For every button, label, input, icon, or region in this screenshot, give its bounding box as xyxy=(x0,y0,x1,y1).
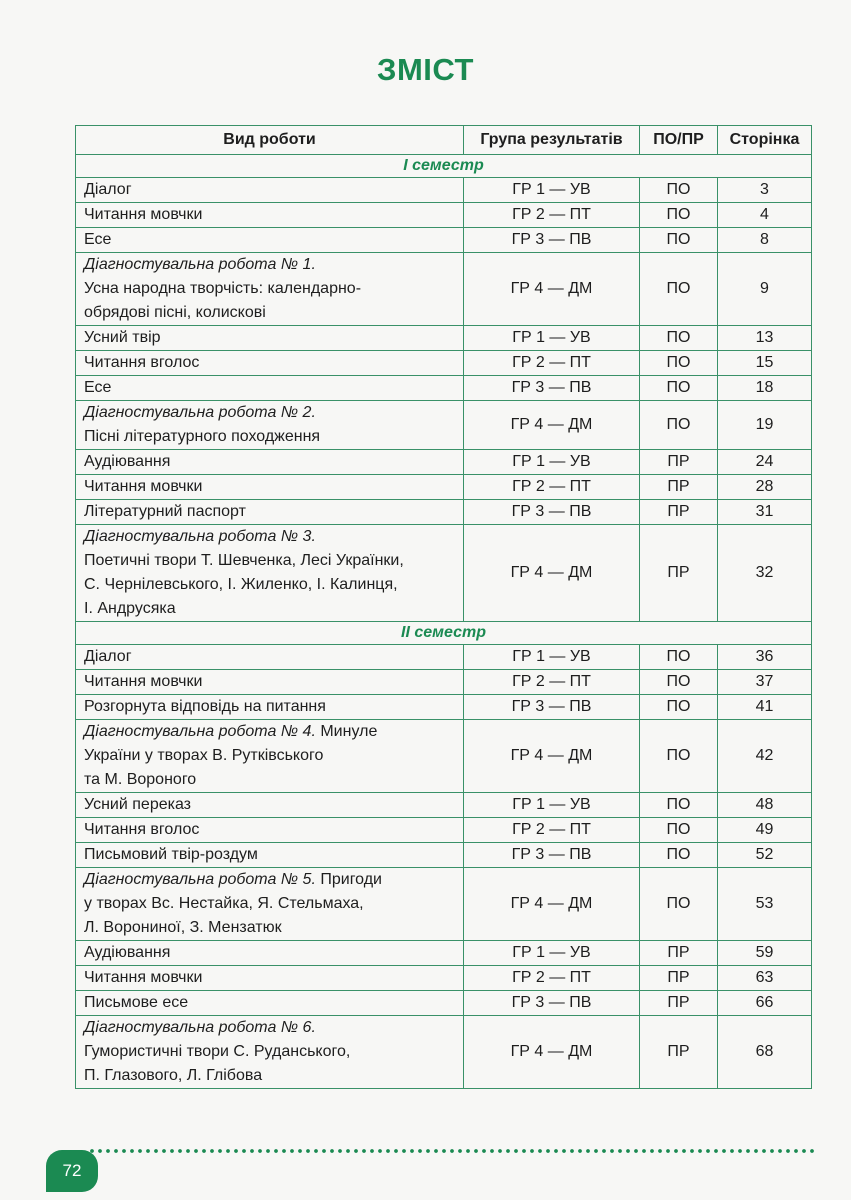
po-pr-cell: ПР xyxy=(640,450,718,475)
work-type-cell xyxy=(76,695,464,720)
work-line: С. Чернілевського, І. Жиленко, І. Калинця, xyxy=(84,576,398,593)
po-pr-cell: ПР xyxy=(640,1016,718,1089)
work-type-cell xyxy=(76,351,464,376)
work-line: Діалог xyxy=(84,648,132,665)
po-pr-cell: ПО xyxy=(640,178,718,203)
work-line: Усний переказ xyxy=(84,796,192,813)
work-line: Л. Ворониної, З. Мензатюк xyxy=(84,919,282,936)
work-line: та М. Вороного xyxy=(84,771,197,788)
table-row xyxy=(76,376,812,401)
work-type-cell xyxy=(76,203,464,228)
work-line: Читання вголос xyxy=(84,821,200,838)
result-group-cell: ГР 2 — ПТ xyxy=(464,818,640,843)
result-group-cell: ГР 2 — ПТ xyxy=(464,351,640,376)
work-line xyxy=(84,720,455,744)
page-cell: 42 xyxy=(718,720,812,793)
po-pr-cell: ПО xyxy=(640,695,718,720)
header-work-type: Вид роботи xyxy=(76,126,464,155)
table-row xyxy=(76,1016,812,1089)
work-type-cell xyxy=(76,376,464,401)
diagnostic-title: Діагностувальна робота № 2. xyxy=(84,404,316,421)
po-pr-cell: ПО xyxy=(640,818,718,843)
page-cell: 24 xyxy=(718,450,812,475)
page-cell: 37 xyxy=(718,670,812,695)
po-pr-cell: ПР xyxy=(640,500,718,525)
page-cell: 28 xyxy=(718,475,812,500)
page-cell: 48 xyxy=(718,793,812,818)
table-row xyxy=(76,645,812,670)
result-group-cell: ГР 1 — УВ xyxy=(464,941,640,966)
page-title: ЗМІСТ xyxy=(377,52,474,87)
table-row xyxy=(76,843,812,868)
po-pr-cell: ПО xyxy=(640,376,718,401)
work-line xyxy=(84,253,455,277)
result-group-cell: ГР 3 — ПВ xyxy=(464,500,640,525)
result-group-cell: ГР 4 — ДМ xyxy=(464,720,640,793)
work-line: Читання мовчки xyxy=(84,206,203,223)
table-row xyxy=(76,253,812,326)
result-group-cell: ГР 1 — УВ xyxy=(464,178,640,203)
table-row xyxy=(76,228,812,253)
po-pr-cell: ПО xyxy=(640,203,718,228)
result-group-cell: ГР 4 — ДМ xyxy=(464,1016,640,1089)
work-line xyxy=(84,401,455,425)
work-line: Письмовий твір-роздум xyxy=(84,846,258,863)
work-line: Літературний паспорт xyxy=(84,503,246,520)
work-line: Читання мовчки xyxy=(84,673,203,690)
work-type-cell xyxy=(76,818,464,843)
table-row xyxy=(76,941,812,966)
page-cell: 52 xyxy=(718,843,812,868)
work-line: України у творах В. Рутківського xyxy=(84,747,324,764)
result-group-cell: ГР 4 — ДМ xyxy=(464,868,640,941)
work-line: Читання вголос xyxy=(84,354,200,371)
page-cell: 63 xyxy=(718,966,812,991)
header-po-pr: ПО/ПР xyxy=(640,126,718,155)
table-row xyxy=(76,450,812,475)
work-type-cell xyxy=(76,645,464,670)
po-pr-cell: ПО xyxy=(640,793,718,818)
work-type-cell xyxy=(76,178,464,203)
work-line: обрядові пісні, колискові xyxy=(84,304,266,321)
result-group-cell: ГР 1 — УВ xyxy=(464,645,640,670)
po-pr-cell: ПО xyxy=(640,228,718,253)
work-type-cell xyxy=(76,720,464,793)
header-result-group: Група результатів xyxy=(464,126,640,155)
page-cell: 36 xyxy=(718,645,812,670)
dotted-divider xyxy=(88,1148,816,1154)
work-line: Аудіювання xyxy=(84,944,171,961)
po-pr-cell: ПО xyxy=(640,868,718,941)
page-number: 72 xyxy=(62,1161,82,1180)
work-line: Поетичні твори Т. Шевченка, Лесі Українки, xyxy=(84,552,404,569)
result-group-cell: ГР 4 — ДМ xyxy=(464,401,640,450)
contents-table xyxy=(75,125,812,1089)
po-pr-cell: ПО xyxy=(640,843,718,868)
work-line: Гумористичні твори С. Руданського, xyxy=(84,1043,351,1060)
work-line: Читання мовчки xyxy=(84,969,203,986)
work-type-cell xyxy=(76,326,464,351)
page-cell: 66 xyxy=(718,991,812,1016)
result-group-cell: ГР 1 — УВ xyxy=(464,326,640,351)
work-type-cell xyxy=(76,450,464,475)
work-type-cell xyxy=(76,793,464,818)
result-group-cell: ГР 2 — ПТ xyxy=(464,966,640,991)
work-type-cell xyxy=(76,500,464,525)
po-pr-cell: ПО xyxy=(640,351,718,376)
diagnostic-title: Діагностувальна робота № 6. xyxy=(84,1019,316,1036)
result-group-cell: ГР 1 — УВ xyxy=(464,450,640,475)
po-pr-cell: ПР xyxy=(640,966,718,991)
work-line: Письмове есе xyxy=(84,994,189,1011)
work-line-tail: Минуле xyxy=(315,723,378,740)
result-group-cell: ГР 2 — ПТ xyxy=(464,670,640,695)
po-pr-cell: ПР xyxy=(640,475,718,500)
work-line xyxy=(84,868,455,892)
page-cell: 41 xyxy=(718,695,812,720)
page-cell: 49 xyxy=(718,818,812,843)
work-line: Усна народна творчість: календарно- xyxy=(84,280,362,297)
result-group-cell: ГР 3 — ПВ xyxy=(464,695,640,720)
diagnostic-title: Діагностувальна робота № 4. xyxy=(84,723,316,740)
work-type-cell xyxy=(76,228,464,253)
result-group-cell: ГР 3 — ПВ xyxy=(464,991,640,1016)
table-header-row xyxy=(76,126,812,155)
work-line: Усний твір xyxy=(84,329,161,346)
po-pr-cell: ПО xyxy=(640,326,718,351)
po-pr-cell: ПР xyxy=(640,991,718,1016)
page-cell: 68 xyxy=(718,1016,812,1089)
work-type-cell xyxy=(76,868,464,941)
result-group-cell: ГР 1 — УВ xyxy=(464,793,640,818)
work-line xyxy=(84,525,455,549)
work-type-cell xyxy=(76,475,464,500)
semester-label: ІІ семестр xyxy=(76,622,812,645)
table-row xyxy=(76,475,812,500)
table-row xyxy=(76,525,812,622)
work-type-cell xyxy=(76,670,464,695)
page-cell: 13 xyxy=(718,326,812,351)
page-cell: 4 xyxy=(718,203,812,228)
page-cell: 18 xyxy=(718,376,812,401)
table-row xyxy=(76,966,812,991)
table-row xyxy=(76,991,812,1016)
table-row xyxy=(76,695,812,720)
work-line: Читання мовчки xyxy=(84,478,203,495)
page-cell: 31 xyxy=(718,500,812,525)
table-row xyxy=(76,203,812,228)
work-type-cell xyxy=(76,843,464,868)
table-row xyxy=(76,670,812,695)
page-cell: 3 xyxy=(718,178,812,203)
semester-row-2 xyxy=(76,622,812,645)
po-pr-cell: ПО xyxy=(640,253,718,326)
work-line: Аудіювання xyxy=(84,453,171,470)
work-line: Есе xyxy=(84,379,112,396)
header-page: Сторінка xyxy=(718,126,812,155)
table-row xyxy=(76,351,812,376)
page-cell: 53 xyxy=(718,868,812,941)
result-group-cell: ГР 3 — ПВ xyxy=(464,228,640,253)
work-line: І. Андрусяка xyxy=(84,600,176,617)
work-type-cell xyxy=(76,525,464,622)
table-row xyxy=(76,178,812,203)
semester-row-1 xyxy=(76,155,812,178)
page-cell: 59 xyxy=(718,941,812,966)
table-row xyxy=(76,818,812,843)
po-pr-cell: ПО xyxy=(640,401,718,450)
page-cell: 32 xyxy=(718,525,812,622)
work-type-cell xyxy=(76,1016,464,1089)
result-group-cell: ГР 4 — ДМ xyxy=(464,253,640,326)
diagnostic-title: Діагностувальна робота № 5. xyxy=(84,871,316,888)
work-type-cell xyxy=(76,253,464,326)
result-group-cell: ГР 3 — ПВ xyxy=(464,843,640,868)
po-pr-cell: ПР xyxy=(640,941,718,966)
semester-label: І семестр xyxy=(76,155,812,178)
page-cell: 8 xyxy=(718,228,812,253)
table-row xyxy=(76,720,812,793)
work-type-cell xyxy=(76,941,464,966)
po-pr-cell: ПР xyxy=(640,525,718,622)
po-pr-cell: ПО xyxy=(640,720,718,793)
po-pr-cell: ПО xyxy=(640,645,718,670)
diagnostic-title: Діагностувальна робота № 3. xyxy=(84,528,316,545)
table-body xyxy=(76,155,812,1089)
result-group-cell: ГР 2 — ПТ xyxy=(464,475,640,500)
po-pr-cell: ПО xyxy=(640,670,718,695)
table-row xyxy=(76,326,812,351)
work-type-cell xyxy=(76,991,464,1016)
work-line: Розгорнута відповідь на питання xyxy=(84,698,326,715)
work-line: Діалог xyxy=(84,181,132,198)
page-cell: 9 xyxy=(718,253,812,326)
page-cell: 19 xyxy=(718,401,812,450)
work-line-tail: Пригоди xyxy=(315,871,382,888)
result-group-cell: ГР 4 — ДМ xyxy=(464,525,640,622)
work-line: Пісні літературного походження xyxy=(84,428,321,445)
page-cell: 15 xyxy=(718,351,812,376)
result-group-cell: ГР 2 — ПТ xyxy=(464,203,640,228)
result-group-cell: ГР 3 — ПВ xyxy=(464,376,640,401)
work-line xyxy=(84,1016,455,1040)
table-row xyxy=(76,401,812,450)
work-type-cell xyxy=(76,966,464,991)
table-row xyxy=(76,793,812,818)
work-line: Есе xyxy=(84,231,112,248)
table-row xyxy=(76,868,812,941)
table-row xyxy=(76,500,812,525)
work-line: у творах Вс. Нестайка, Я. Стельмаха, xyxy=(84,895,364,912)
diagnostic-title: Діагностувальна робота № 1. xyxy=(84,256,316,273)
page-number-badge xyxy=(46,1150,98,1192)
work-line: П. Глазового, Л. Глібова xyxy=(84,1067,263,1084)
work-type-cell xyxy=(76,401,464,450)
